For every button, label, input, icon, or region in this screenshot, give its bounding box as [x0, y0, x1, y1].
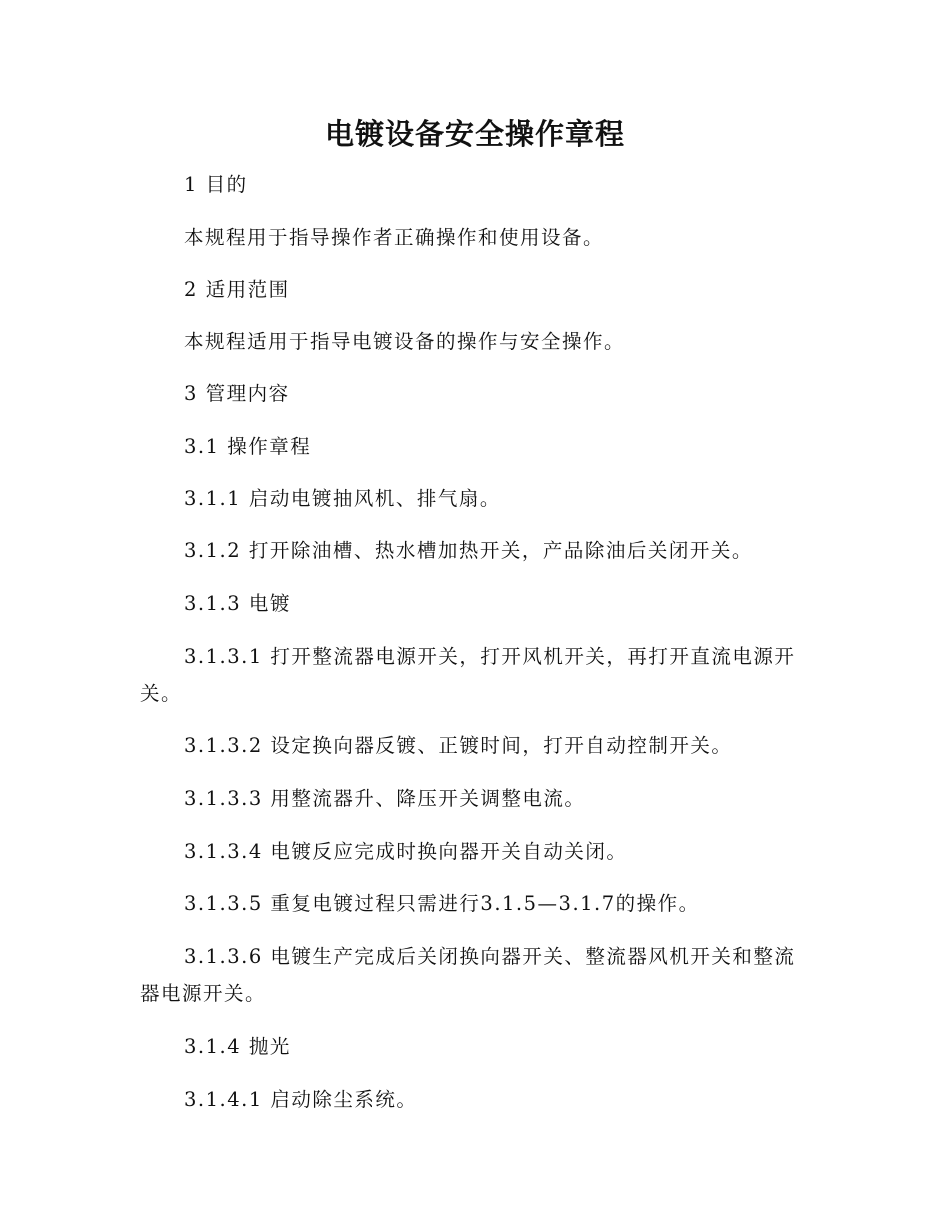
clause-3-1-1: 3.1.1 启动电镀抽风机、排气扇。	[184, 487, 501, 510]
clause-3-1-4: 3.1.4 抛光	[184, 1035, 291, 1058]
clause-3-1-3-1: 3.1.3.1 打开整流器电源开关，打开风机开关，再打开直流电源开关。	[140, 645, 796, 705]
paragraph-scope: 本规程适用于指导电镀设备的操作与安全操作。	[184, 330, 626, 353]
paragraph-purpose: 本规程用于指导操作者正确操作和使用设备。	[184, 226, 605, 249]
clause-3-1-3-5: 3.1.3.5 重复电镀过程只需进行3.1.5—3.1.7的操作。	[184, 892, 700, 915]
clause-3-1-3-6: 3.1.3.6 电镀生产完成后关闭换向器开关、整流器风机开关和整流器电源开关。	[140, 945, 796, 1005]
clause-3-1-3: 3.1.3 电镀	[184, 592, 291, 615]
document-title: 电镀设备安全操作章程	[324, 117, 625, 151]
subsection-heading-operation: 3.1 操作章程	[184, 435, 312, 458]
clause-3-1-3-2: 3.1.3.2 设定换向器反镀、正镀时间，打开自动控制开关。	[184, 734, 733, 757]
clause-3-1-4-1: 3.1.4.1 启动除尘系统。	[184, 1088, 418, 1111]
clause-3-1-3-4: 3.1.3.4 电镀反应完成时换向器开关自动关闭。	[184, 840, 628, 863]
section-heading-management: 3 管理内容	[184, 382, 290, 405]
clause-3-1-3-3: 3.1.3.3 用整流器升、降压开关调整电流。	[184, 787, 586, 810]
clause-3-1-2: 3.1.2 打开除油槽、热水槽加热开关，产品除油后关闭开关。	[184, 539, 753, 562]
section-heading-purpose: 1 目的	[184, 173, 248, 196]
section-heading-scope: 2 适用范围	[184, 278, 290, 301]
